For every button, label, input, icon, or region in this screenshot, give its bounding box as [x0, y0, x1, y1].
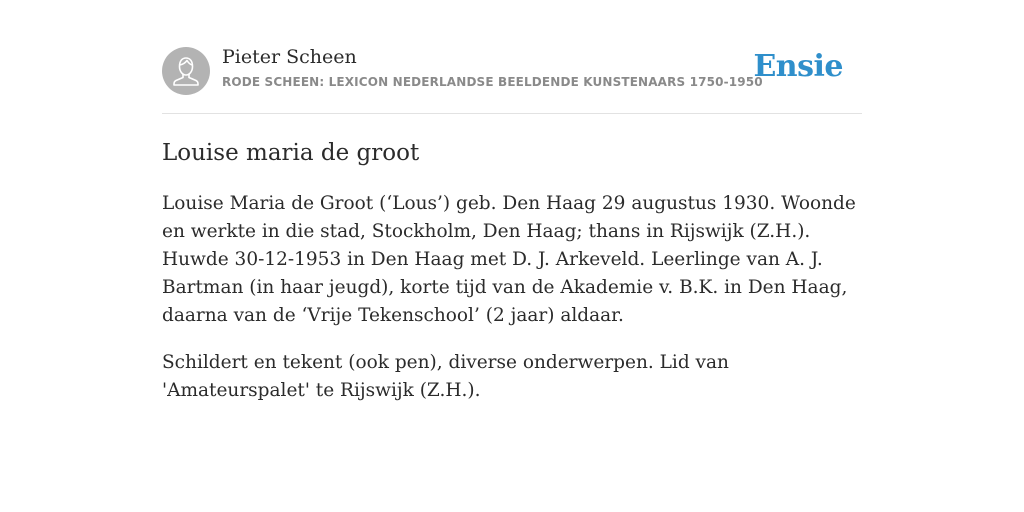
article-header — [162, 40, 862, 114]
article-paragraph: Schildert en tekent (ook pen), diverse onderwerpen. Lid van 'Amateurspalet' te Rijswijk (Z.H.). — [162, 352, 729, 401]
author-name[interactable]: Pieter Scheen — [222, 46, 357, 68]
article-card — [162, 40, 862, 405]
article-paragraph: Louise Maria de Groot (‘Lous’) geb. Den Haag 29 augustus 1930. Woonde en werkte in die stad, Stockholm, Den Haag; thans in Rijswijk (Z.H.). Huwde 30-12-1953 in Den Haag met D. J. Arkeveld. Leerlinge van A. J. Bartman (in haar jeugd), korte tijd van de Akademie v. B.K. in Den Haag, daarna van de ‘Vrije Tekenschool’ (2 jaar) aldaar. — [162, 193, 856, 326]
source-title[interactable]: RODE SCHEEN: LEXICON NEDERLANDSE BEELDENDE KUNSTENAARS 1750-1950 — [222, 75, 763, 89]
ensie-logo[interactable]: Ensie — [753, 49, 843, 84]
author-avatar[interactable] — [162, 47, 210, 95]
article-title: Louise maria de groot — [162, 140, 420, 166]
user-silhouette-icon — [162, 47, 210, 95]
